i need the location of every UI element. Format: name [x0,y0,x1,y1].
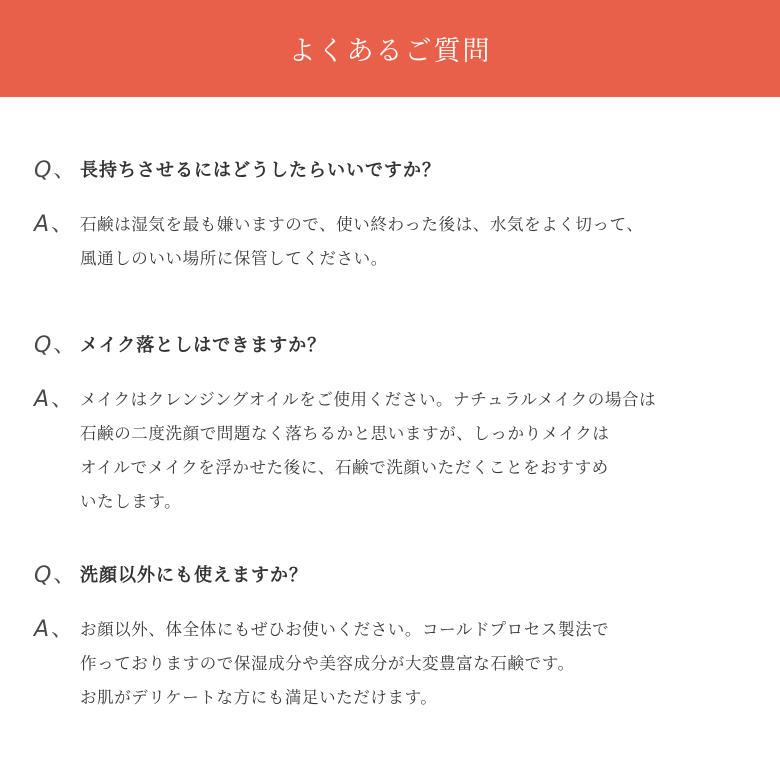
answer-marker: A、 [34,387,74,412]
answer-row [0,613,780,715]
answer-row [0,383,780,519]
question-row [0,329,780,363]
answer-line: お顔以外、体全体にもぜひお使いください。コールドプロセス製法で [80,620,610,639]
answer-line: 作っておりますので保湿成分や美容成分が大変豊富な石鹸です。 [80,654,575,673]
answer-line: 石鹸の二度洗顔で問題なく落ちるかと思いますが、しっかりメイクは [80,424,610,443]
question-marker: Q、 [34,333,76,358]
answer-line: オイルでメイクを浮かせた後に、石鹸で洗顔いただくことをおすすめ [80,458,609,477]
question-text: 洗顔以外にも使えますか？ [80,565,308,586]
faq-item [0,154,780,276]
page-title: よくあるご質問 [288,36,492,67]
question-row [0,559,780,593]
page-header [0,0,780,97]
answer-text [80,613,609,715]
answer-line: 石鹸は湿気を最も嫌いますので、使い終わった後は、水気をよく切って、 [80,215,644,234]
question-marker: Q、 [34,158,76,183]
question-text: 長持ちさせるにはどうしたらいいですか？ [80,160,441,181]
answer-line: いたします。 [80,492,182,511]
question-marker: Q、 [34,563,76,588]
answer-text [80,383,656,519]
answer-line: メイクはクレンジングオイルをご使用ください。ナチュラルメイクの場合は [80,390,657,409]
faq-item [0,559,780,715]
answer-row [0,208,780,276]
question-text: メイク落としはできますか？ [80,335,327,356]
answer-text [80,208,643,276]
answer-marker: A、 [34,212,74,237]
answer-line: 風通しのいい場所に保管してください。 [80,249,388,268]
answer-line: お肌がデリケートな方にも満足いただけます。 [80,688,438,707]
faq-item [0,329,780,519]
question-row [0,154,780,188]
answer-marker: A、 [34,617,74,642]
